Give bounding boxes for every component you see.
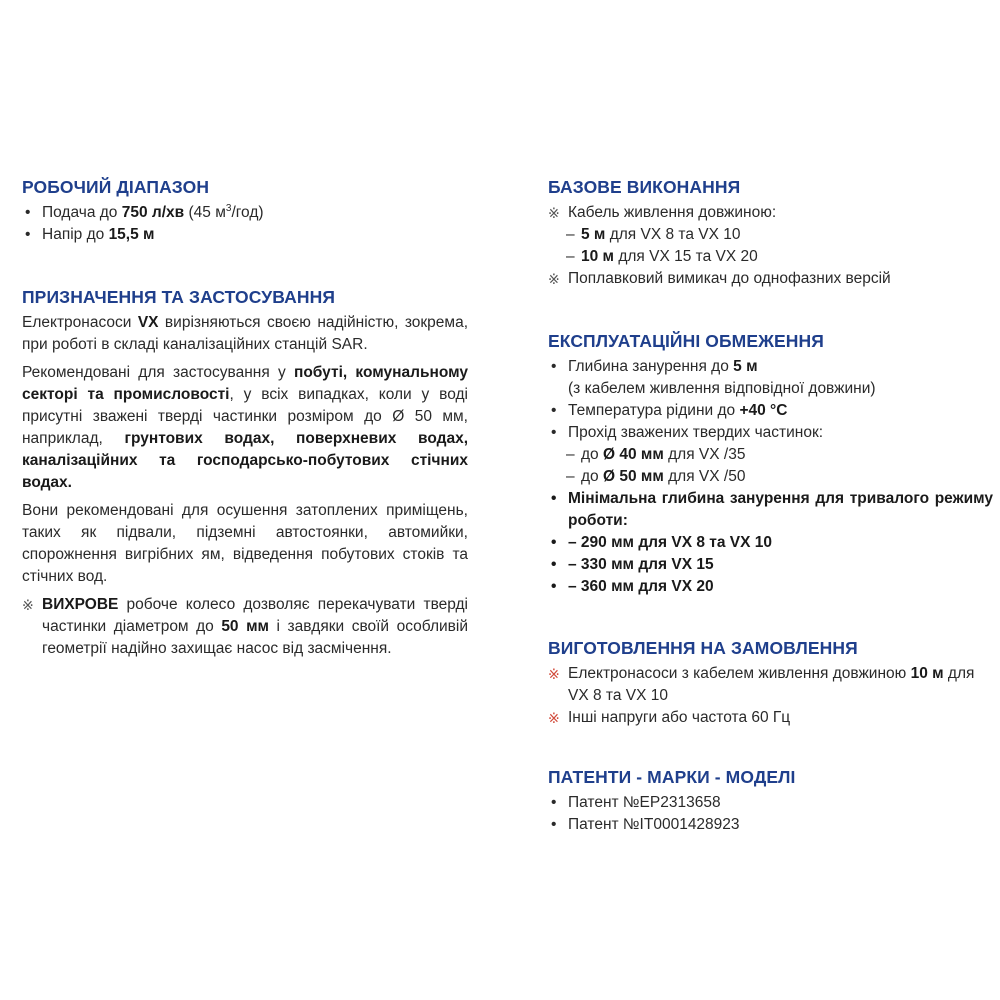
list-item-depth-note: (з кабелем живлення відповідної довжини) [568,380,876,397]
section-title: ПАТЕНТИ - МАРКИ - МОДЕЛІ [548,767,796,787]
list-item-cable: ※ Кабель живлення довжиною: [548,202,993,224]
basic-list [548,202,993,290]
snowflake-icon: ※ [548,271,560,287]
list-item-min-330: • – 330 мм для VX 15 [548,554,993,576]
section-purpose [22,286,468,660]
list-item-min-290: • – 290 мм для VX 8 та VX 10 [548,532,993,554]
snowflake-icon: ※ [548,666,560,682]
section-title: РОБОЧИЙ ДІАПАЗОН [22,177,210,197]
snowflake-icon: ※ [22,597,34,613]
order-list [548,663,993,729]
section-title: ВИГОТОВЛЕННЯ НА ЗАМОВЛЕННЯ [548,638,858,658]
list-item-temperature: • Температура рідини до +40 °C [548,400,993,422]
paragraph: Електронасоси VX вирізняються своєю надійністю, зокрема, при роботі в складі каналізаційних станцій SAR. [22,314,468,353]
snowflake-icon: ※ [548,710,560,726]
section-title: ПРИЗНАЧЕННЯ ТА ЗАСТОСУВАННЯ [22,287,335,307]
limits-list [548,356,993,598]
list-item-cable-5m: – 5 м для VX 8 та VX 10 [548,224,993,246]
list-item-solids-40: – до Ø 40 мм для VX /35 [548,444,993,466]
list-item-patent-ep: • Патент №EP2313658 [548,792,993,814]
paragraph-vortex: ※ ВИХРОВЕ робоче колесо дозволяє перекачувати тверді частинки діаметром до 50 мм і завдяки своїй особливій геометрії надійно захищає насос від засмічення. [22,596,468,657]
list-item-flow: • Подача до 750 л/хв (45 $м^3/год$) [22,202,468,224]
paragraph: Рекомендовані для застосування у побуті, комунальному секторі та промисловості, у всіх випадках, коли у воді присутні зважені тверді частинки розміром до Ø 50 мм, наприклад, грунтових водах, поверхневих водах, каналізаційних та господарсько-побутових стічних водах. [22,364,468,491]
patents-list [548,792,993,836]
section-custom-order [548,637,993,729]
list-item-custom-cable: ※ Електронасоси з кабелем живлення довжиною 10 м для VX 8 та VX 10 [548,665,975,704]
list-item-custom-voltage: ※ Інші напруги або частота 60 Гц [548,707,993,729]
section-basic-version [548,176,993,290]
list-item-cable-10m: – 10 м для VX 15 та VX 20 [548,246,993,268]
paragraph: Вони рекомендовані для осушення затоплених приміщень, таких як підвали, підземні автостоянки, автомийки, спорожнення вигрібних ям, відведення побутових стоків та стічних вод. [22,502,468,585]
list-item-min-depth: • Мінімальна глибина занурення для тривалого режиму роботи: [548,488,993,532]
section-title: БАЗОВЕ ВИКОНАННЯ [548,177,741,197]
range-list [22,202,468,246]
snowflake-icon: ※ [548,205,560,221]
section-title: ЕКСПЛУАТАЦІЙНІ ОБМЕЖЕННЯ [548,331,824,351]
section-working-range [22,176,468,246]
list-item-float-switch: ※ Поплавковий вимикач до однофазних версій [548,268,993,290]
list-item-min-360: • – 360 мм для VX 20 [548,576,993,598]
list-item-head: • Напір до 15,5 м [22,224,468,246]
list-item-solids: • Прохід зважених твердих частинок: [548,422,993,444]
list-item-solids-50: – до Ø 50 мм для VX /50 [548,466,993,488]
section-operating-limits [548,330,993,598]
list-item-patent-it: • Патент №IT0001428923 [548,814,993,836]
section-patents [548,766,993,836]
list-item-depth: • Глибина занурення до 5 м [548,356,993,378]
